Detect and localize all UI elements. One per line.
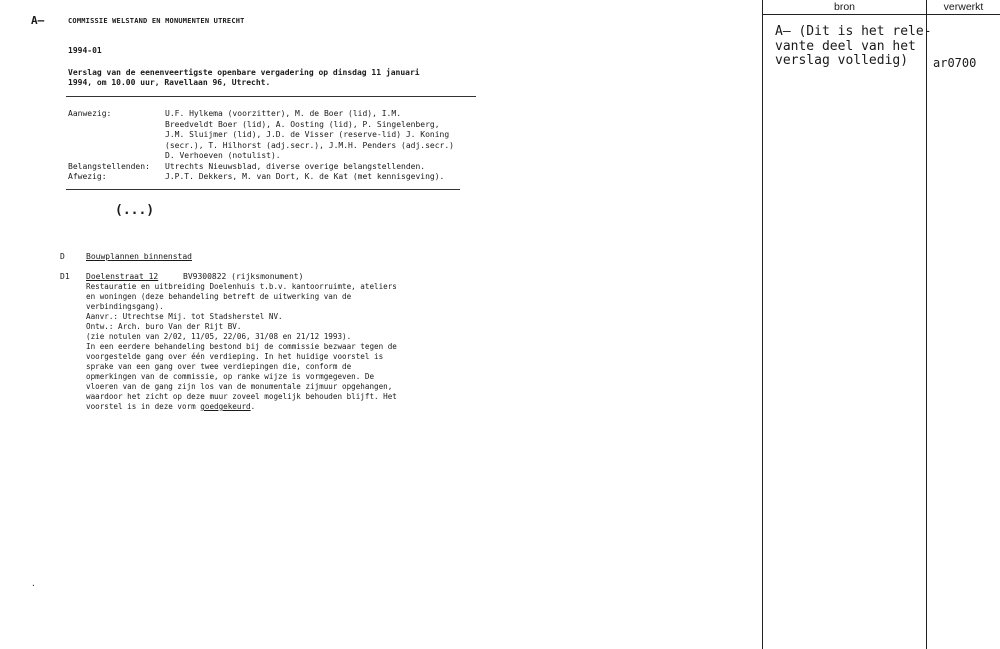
organization-heading: COMMISSIE WELSTAND EN MONUMENTEN UTRECHT (68, 17, 245, 25)
verwerkt-code: ar0700 (933, 56, 977, 70)
item-body-line: Ontw.: Arch. buro Van der Rijt BV. (86, 322, 242, 331)
attendance-label-absent: Afwezig: (68, 172, 107, 181)
report-line: Verslag van de eenenveertigste openbare vergadering op dinsdag 11 januari (68, 68, 420, 77)
omission-ellipsis: (...) (115, 203, 155, 218)
section-letter: D (60, 252, 65, 261)
item-body-line: opmerkingen van de commissie, op ranke wijze is vormgegeven. De (86, 372, 375, 381)
attendance-line: Utrechts Nieuwsblad, diverse overige belangstellenden. (165, 161, 426, 171)
item-body (86, 282, 397, 412)
item-body-line: (zie notulen van 2/02, 11/05, 22/06, 31/08 en 21/12 1993). (86, 332, 352, 341)
bron-note-line: A— (Dit is het rele- (775, 24, 932, 39)
document-number: 1994-01 (68, 46, 102, 55)
divider-bottom (66, 189, 460, 190)
margin-marker: A— (31, 14, 45, 27)
attendance-line: Breedveldt Boer (lid), A. Oosting (lid), P. Singelenberg, (165, 119, 440, 129)
column-header-bron: bron (833, 1, 855, 13)
item-body-line: verbindingsgang). (86, 302, 164, 311)
section-title: Bouwplannen binnenstad (86, 252, 192, 261)
column-divider-bron (762, 0, 763, 649)
item-reference: BV9300822 (rijksmonument) (183, 272, 304, 281)
bron-note-line: verslag volledig) (775, 53, 909, 68)
item-body-line: voorgestelde gang over één verdieping. In het huidige voorstel is (86, 352, 384, 361)
bron-note-line: vante deel van het (775, 38, 916, 54)
item-body-line: In een eerdere behandeling bestond bij de commissie bezwaar tegen de (86, 342, 397, 351)
item-address: Doelenstraat 12 (86, 272, 159, 281)
attendance-line: D. Verhoeven (notulist). (165, 151, 281, 160)
attendance-line: (secr.), T. Hilhorst (adj.secr.), J.M.H. Penders (adj.secr.) (165, 140, 454, 150)
column-header-verwerkt: verwerkt (943, 1, 984, 13)
item-body-text: voorstel is in deze vorm (86, 402, 201, 411)
item-body-line: sprake van een gang over twee verdiepingen die, conform de (86, 362, 352, 371)
item-number: D1 (60, 272, 70, 281)
attendance-label-present: Aanwezig: (68, 109, 112, 118)
column-divider-verwerkt (926, 0, 927, 649)
attendance-line: U.F. Hylkema (voorzitter), M. de Boer (lid), I.M. (165, 109, 402, 118)
item-body-line: waardoor het zicht op deze muur zoveel mogelijk behouden blijft. Het (86, 392, 397, 401)
divider-top (66, 96, 476, 97)
item-body-line: Aanvr.: Utrechtse Mij. tot Stadsherstel NV. (86, 312, 283, 321)
report-heading (68, 68, 420, 88)
attendance-line: J.M. Sluijmer (lid), J.D. de Visser (reserve-lid) J. Koning (165, 130, 450, 139)
decision-keyword: goedgekeurd (200, 402, 251, 411)
item-body-line: Restauratie en uitbreiding Doelenhuis t.b.v. kantoorruimte, ateliers (86, 282, 397, 291)
attendance-line: J.P.T. Dekkers, M. van Dort, K. de Kat (met kennisgeving). (165, 172, 445, 181)
column-header-rule (762, 14, 1000, 15)
report-line: 1994, om 10.00 uur, Ravellaan 96, Utrecht. (68, 78, 271, 87)
stray-mark: . (31, 579, 36, 588)
item-body-line (86, 402, 397, 412)
attendance-label-interested: Belangstellenden: (68, 161, 150, 171)
item-body-line: vloeren van de gang zijn los van de monumentale zijmuur opgehangen, (86, 382, 393, 391)
item-body-line: en woningen (deze behandeling betreft de uitwerking van de (86, 292, 352, 301)
bron-note (775, 25, 932, 69)
item-body-text: . (250, 402, 256, 411)
